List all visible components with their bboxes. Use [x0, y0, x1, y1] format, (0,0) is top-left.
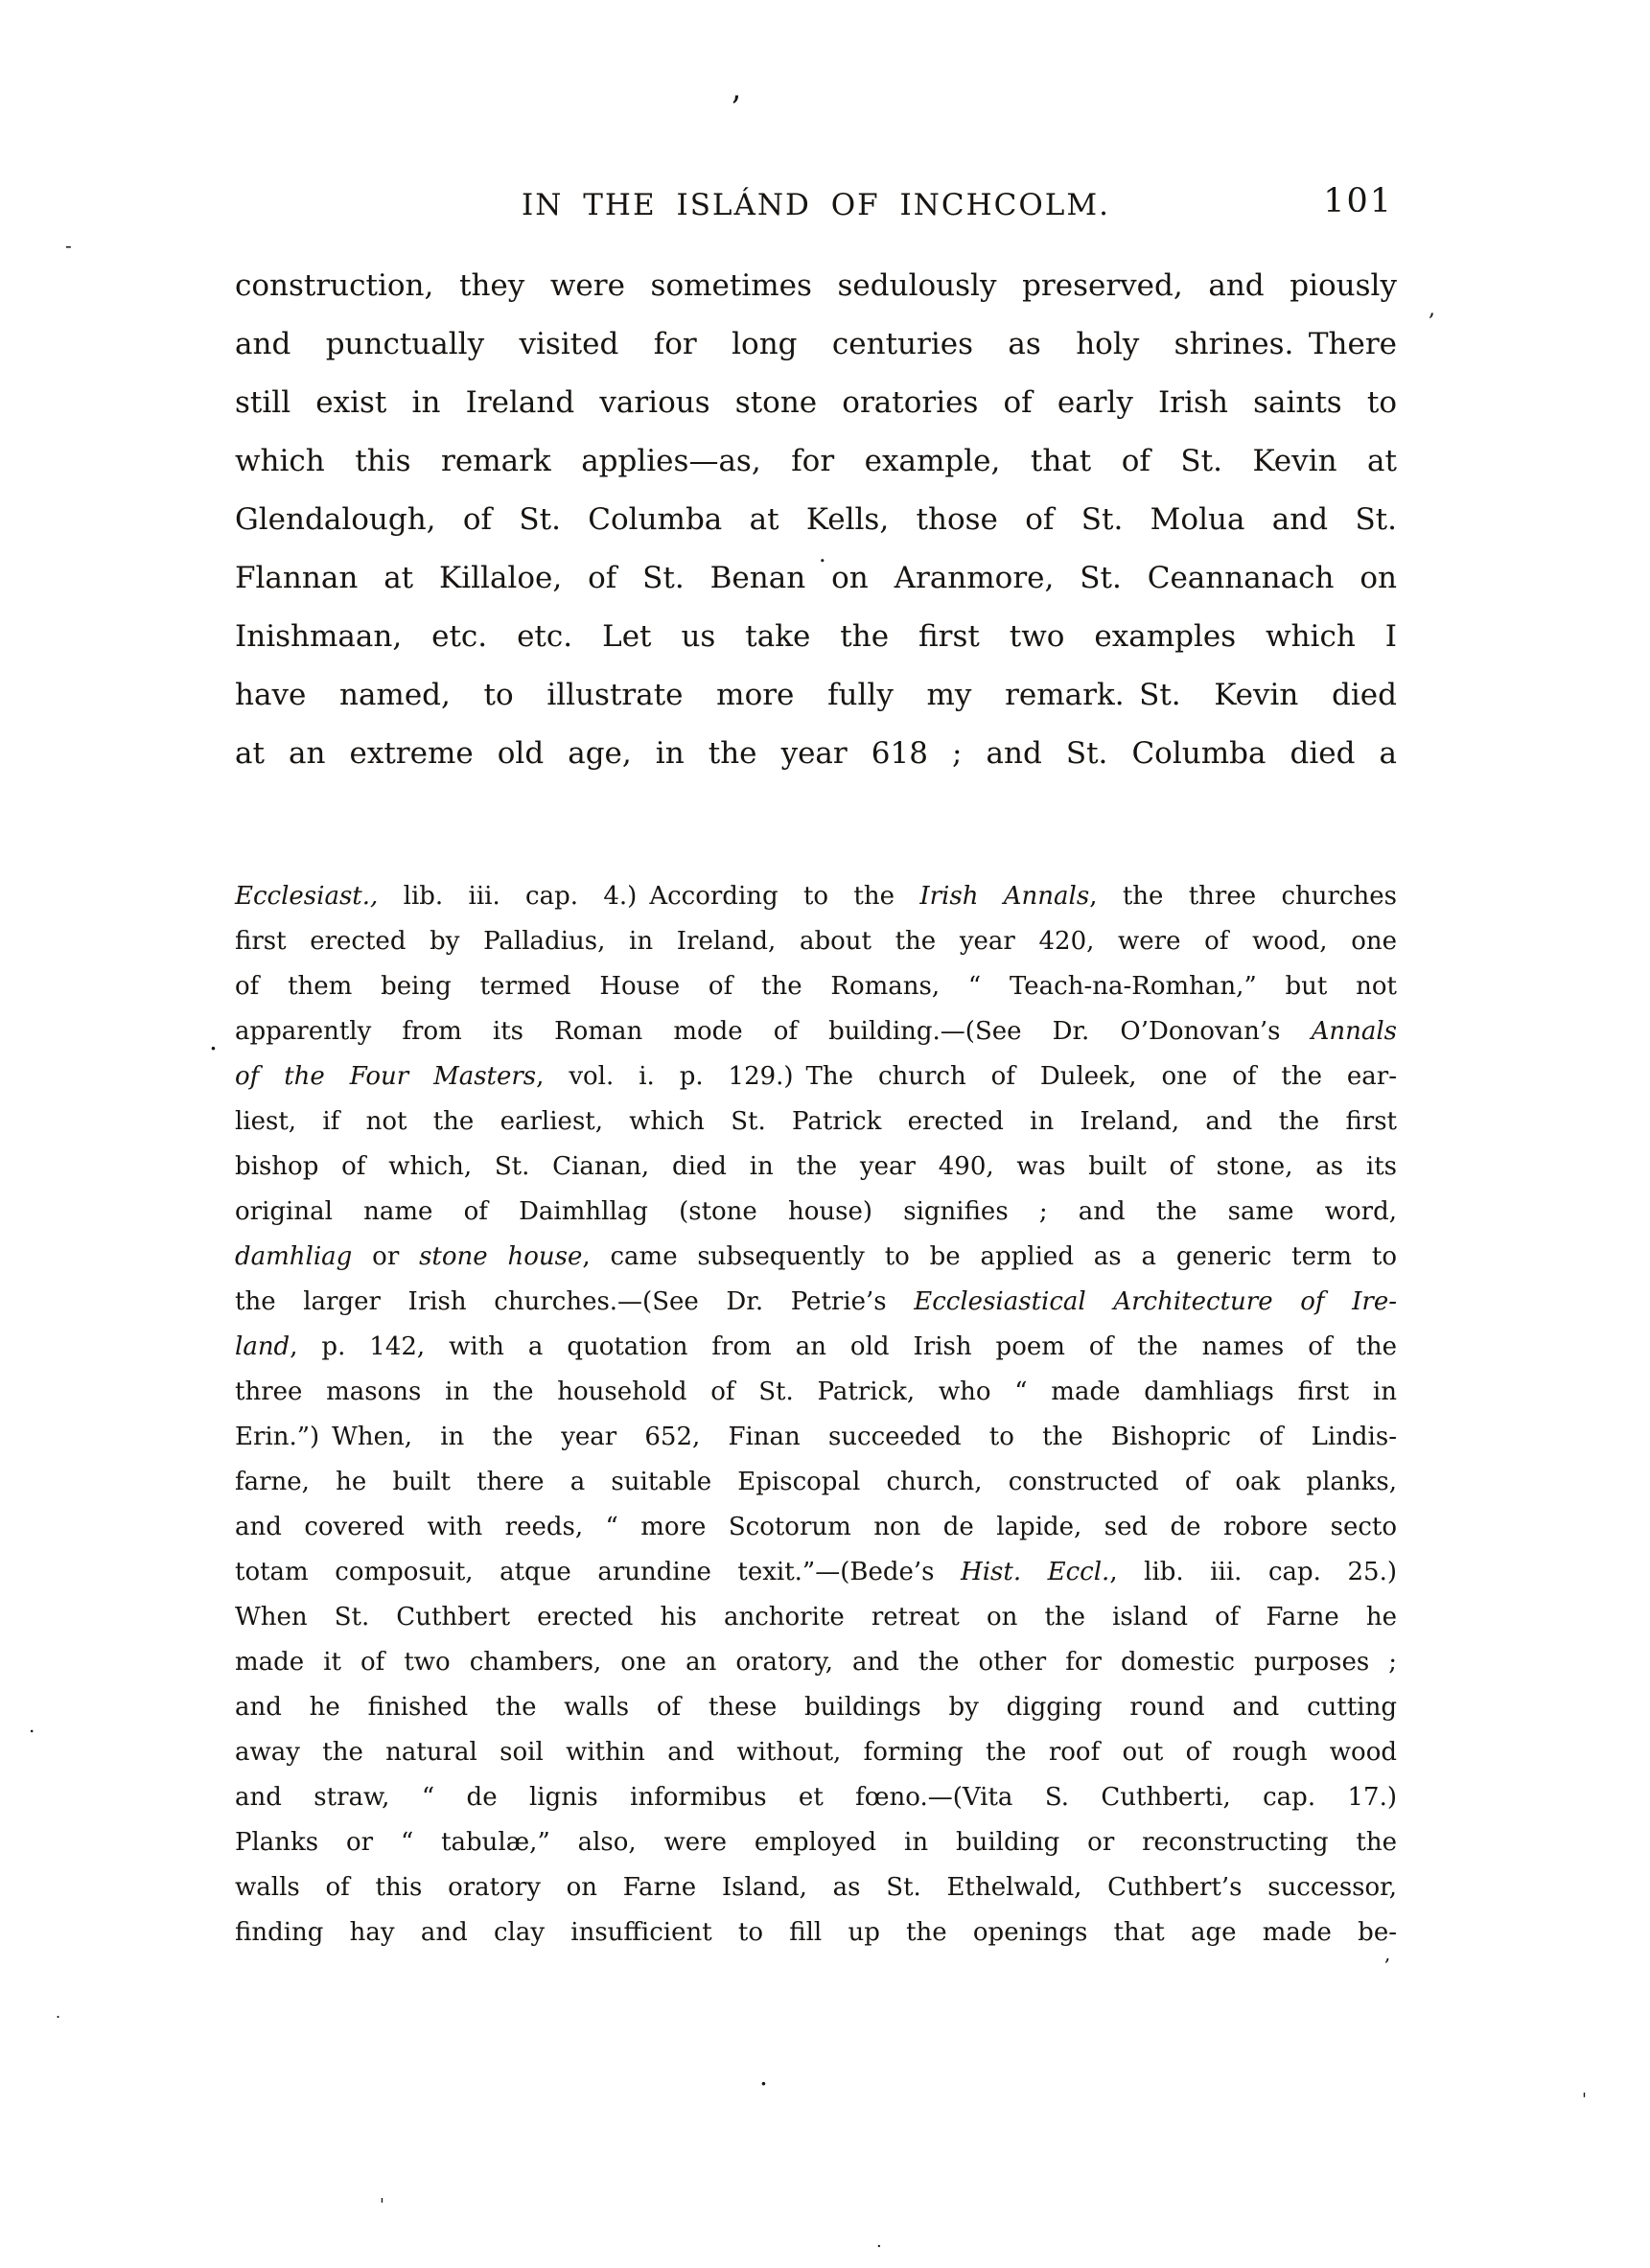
italic-text: damhliag	[235, 1242, 353, 1271]
text-line: Flannan at Killaloe, of St. Benan on Aranmore, St. Ceannanach on	[235, 561, 1397, 595]
text-line: three masons in the household of St. Patrick, who “ made damhliags first in	[235, 1377, 1397, 1406]
text-line: and straw, “ de lignis informibus et fœno.—(Vita S. Cuthberti, cap. 17.)	[235, 1783, 1397, 1812]
text-line: first erected by Palladius, in Ireland, about the year 420, were of wood, one	[235, 927, 1397, 956]
scan-speck: ,	[1384, 1942, 1391, 1965]
italic-text: Annals	[1311, 1017, 1397, 1046]
scan-speck: .	[209, 1025, 218, 1056]
text-line: original name of Daimhllag (stone house) signifies ; and the same word,	[235, 1197, 1397, 1226]
page-number: 101	[1323, 182, 1393, 220]
text-line: Ecclesiast., lib. iii. cap. 4.) According to the Irish Annals, the three churches	[235, 882, 1397, 911]
text-line: of the Four Masters, vol. i. p. 129.) The church of Duleek, one of the ear-	[235, 1062, 1397, 1091]
running-title: IN THE ISLÁND OF INCHCOLM.	[522, 188, 1110, 222]
scan-speck: .	[56, 2003, 61, 2022]
text-line: of them being termed House of the Romans, “ Teach-na-Romhan,” but not	[235, 972, 1397, 1001]
text-line: and covered with reeds, “ more Scotorum non de lapide, sed de robore secto	[235, 1513, 1397, 1541]
text-line: Erin.”) When, in the year 652, Finan succeeded to the Bishopric of Lindis-	[235, 1423, 1397, 1451]
scan-speck: .	[29, 1714, 35, 1737]
scan-speck: .	[759, 2060, 768, 2092]
footnote-block	[235, 874, 1397, 1956]
text-line: Inishmaan, etc. etc. Let us take the first two examples which I	[235, 619, 1397, 654]
text-line: bishop of which, St. Cianan, died in the year 490, was built of stone, as its	[235, 1152, 1397, 1181]
scan-speck: .	[876, 2232, 882, 2252]
italic-text: stone house	[419, 1242, 583, 1271]
text-line: which this remark applies—as, for example, that of St. Kevin at	[235, 444, 1397, 478]
italic-text: Ecclesiast.,	[235, 882, 379, 911]
italic-text: Irish Annals	[919, 882, 1090, 911]
italic-text: land	[235, 1332, 290, 1361]
text-line: have named, to illustrate more fully my remark. St. Kevin died	[235, 678, 1397, 712]
italic-text: Ecclesiastical Architecture of Ire-	[914, 1287, 1397, 1316]
text-line: made it of two chambers, one an oratory, and the other for domestic purposes ;	[235, 1648, 1397, 1677]
scan-speck: .	[819, 541, 826, 567]
text-line: damhliag or stone house, came subsequently to be applied as a generic term to	[235, 1242, 1397, 1271]
scan-speck: '	[380, 2195, 384, 2215]
text-line: finding hay and clay insufficient to fill up the openings that age made be-	[235, 1918, 1397, 1947]
text-line: construction, they were sometimes sedulously preserved, and piously	[235, 268, 1397, 303]
scan-speck: -	[65, 234, 72, 257]
text-line: When St. Cuthbert erected his anchorite retreat on the island of Farne he	[235, 1603, 1397, 1632]
italic-text: Hist. Eccl.	[961, 1558, 1110, 1586]
text-line: totam composuit, atque arundine texit.”—(Bede’s Hist. Eccl., lib. iii. cap. 25.)	[235, 1558, 1397, 1586]
text-line: at an extreme old age, in the year 618 ; and St. Columba died a	[235, 736, 1397, 771]
text-line: Planks or “ tabulæ,” also, were employed in building or reconstructing the	[235, 1828, 1397, 1857]
text-line: land, p. 142, with a quotation from an old Irish poem of the names of the	[235, 1332, 1397, 1361]
scan-speck: ,	[1429, 297, 1435, 321]
text-line: Glendalough, of St. Columba at Kells, those of St. Molua and St.	[235, 502, 1397, 537]
body-paragraph	[235, 257, 1397, 783]
text-line: still exist in Ireland various stone oratories of early Irish saints to	[235, 385, 1397, 420]
text-line: apparently from its Roman mode of building.—(See Dr. O’Donovan’s Annals	[235, 1017, 1397, 1046]
italic-text: of the Four Masters	[235, 1062, 537, 1091]
text-line: and he finished the walls of these buildings by digging round and cutting	[235, 1693, 1397, 1722]
text-line: and punctually visited for long centuries as holy shrines. There	[235, 327, 1397, 361]
text-line: away the natural soil within and without, forming the roof out of rough wood	[235, 1738, 1397, 1767]
text-line: liest, if not the earliest, which St. Patrick erected in Ireland, and the first	[235, 1107, 1397, 1136]
text-line: the larger Irish churches.—(See Dr. Petrie’s Ecclesiastical Architecture of Ire-	[235, 1287, 1397, 1316]
text-line: walls of this oratory on Farne Island, as St. Ethelwald, Cuthbert’s successor,	[235, 1873, 1397, 1902]
page-header	[237, 182, 1395, 230]
text-line: farne, he built there a suitable Episcopal church, constructed of oak planks,	[235, 1468, 1397, 1496]
scan-speck: '	[1582, 2090, 1587, 2110]
scan-speck: ’	[731, 89, 741, 127]
